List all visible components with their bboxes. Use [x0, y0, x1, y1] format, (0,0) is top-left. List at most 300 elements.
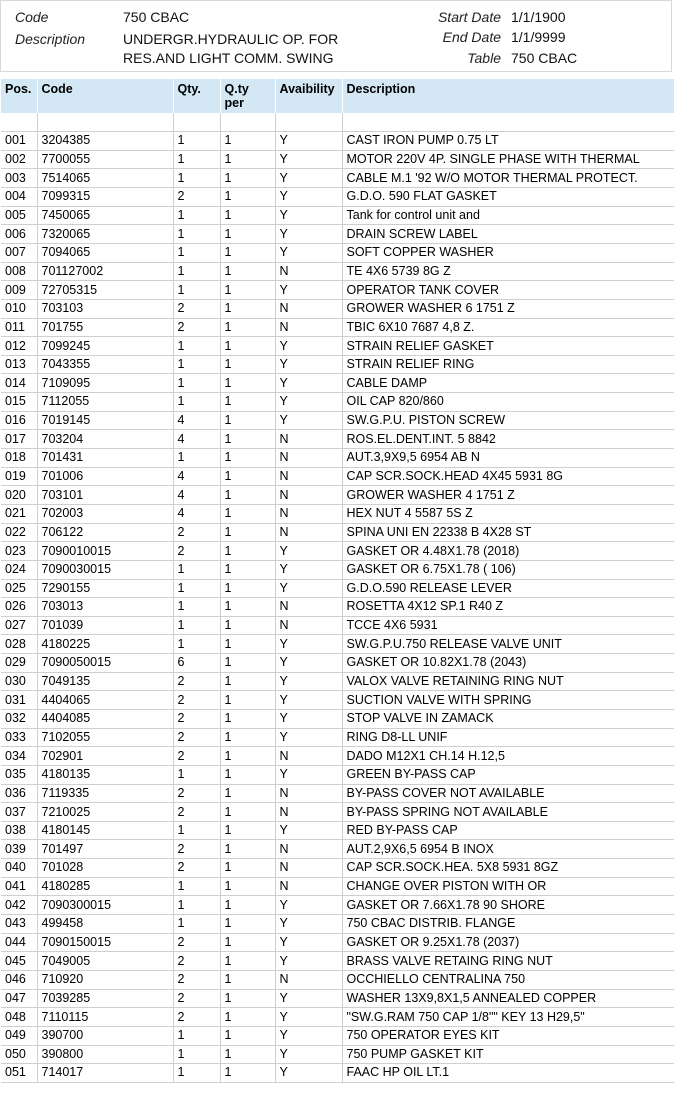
cell-availability: Y: [275, 542, 342, 561]
cell-qty: 2: [173, 747, 220, 766]
end-date-label: End Date: [442, 29, 501, 45]
cell-code: 7090150015: [37, 933, 173, 952]
cell-availability: N: [275, 299, 342, 318]
table-row: [1, 542, 674, 561]
table-row: [1, 1008, 674, 1027]
cell-code: 703103: [37, 299, 173, 318]
cell-description: CABLE M.1 '92 W/O MOTOR THERMAL PROTECT.: [342, 169, 674, 188]
cell-pos: 028: [1, 635, 37, 654]
cell-code: 7290155: [37, 579, 173, 598]
cell-availability: N: [275, 486, 342, 505]
cell-description: TE 4X6 5739 8G Z: [342, 262, 674, 281]
cell-qty-per: 1: [220, 1026, 275, 1045]
cell-pos: 005: [1, 206, 37, 225]
cell-availability: N: [275, 970, 342, 989]
table-row: [1, 1026, 674, 1045]
cell-availability: Y: [275, 355, 342, 374]
cell-pos: 043: [1, 915, 37, 934]
cell-availability: Y: [275, 225, 342, 244]
cell-pos: 024: [1, 560, 37, 579]
cell-qty: 2: [173, 784, 220, 803]
cell-availability: Y: [275, 560, 342, 579]
cell-pos: 002: [1, 150, 37, 169]
cell-qty-per: 1: [220, 262, 275, 281]
cell-qty: 2: [173, 318, 220, 337]
table-row: [1, 877, 674, 896]
cell-availability: Y: [275, 132, 342, 151]
table-row: [1, 206, 674, 225]
cell-description: GASKET OR 9.25X1.78 (2037): [342, 933, 674, 952]
cell-qty: 2: [173, 672, 220, 691]
cell-qty-per: 1: [220, 542, 275, 561]
cell-description: DADO M12X1 CH.14 H.12,5: [342, 747, 674, 766]
column-header-pos: Pos.: [1, 79, 37, 113]
table-row: [1, 188, 674, 207]
cell-description: TCCE 4X6 5931: [342, 616, 674, 635]
table-row: [1, 933, 674, 952]
cell-qty-per: 1: [220, 728, 275, 747]
cell-code: 499458: [37, 915, 173, 934]
cell-pos: 045: [1, 952, 37, 971]
cell-qty-per: 1: [220, 243, 275, 262]
cell-description: GASKET OR 6.75X1.78 ( 106): [342, 560, 674, 579]
cell-pos: 042: [1, 896, 37, 915]
cell-pos: 031: [1, 691, 37, 710]
cell-qty: 2: [173, 710, 220, 729]
cell-availability: Y: [275, 896, 342, 915]
cell-code: 7090030015: [37, 560, 173, 579]
cell-pos: 038: [1, 821, 37, 840]
end-date-value: 1/1/9999: [511, 29, 566, 45]
cell-qty-per: 1: [220, 672, 275, 691]
table-header-row: [1, 79, 674, 113]
cell-code: 703204: [37, 430, 173, 449]
cell-code: 7210025: [37, 803, 173, 822]
cell-pos: 027: [1, 616, 37, 635]
cell-description: OIL CAP 820/860: [342, 393, 674, 412]
table-row: [1, 150, 674, 169]
cell-pos: 010: [1, 299, 37, 318]
cell-qty: 4: [173, 430, 220, 449]
cell-availability: Y: [275, 579, 342, 598]
cell-availability: N: [275, 318, 342, 337]
cell-pos: 034: [1, 747, 37, 766]
cell-qty-per: 1: [220, 355, 275, 374]
cell-description: SW.G.P.U.750 RELEASE VALVE UNIT: [342, 635, 674, 654]
table-row: [1, 747, 674, 766]
cell-qty: 2: [173, 523, 220, 542]
cell-qty-per: 1: [220, 169, 275, 188]
cell-qty-per: 1: [220, 1045, 275, 1064]
cell-qty: 1: [173, 616, 220, 635]
cell-code: 7043355: [37, 355, 173, 374]
cell-qty-per: 1: [220, 225, 275, 244]
cell-pos: 017: [1, 430, 37, 449]
cell-qty: 2: [173, 859, 220, 878]
cell-availability: Y: [275, 206, 342, 225]
cell-pos: 030: [1, 672, 37, 691]
cell-qty: 2: [173, 989, 220, 1008]
cell-description: STRAIN RELIEF RING: [342, 355, 674, 374]
table-row: [1, 1064, 674, 1083]
cell-qty: 1: [173, 393, 220, 412]
cell-qty: 1: [173, 132, 220, 151]
cell-qty-per: 1: [220, 299, 275, 318]
cell-qty: 1: [173, 281, 220, 300]
cell-description: ROS.EL.DENT.INT. 5 8842: [342, 430, 674, 449]
cell-pos: 003: [1, 169, 37, 188]
cell-code: 390700: [37, 1026, 173, 1045]
cell-qty: 1: [173, 877, 220, 896]
cell-pos: 020: [1, 486, 37, 505]
cell-description: SUCTION VALVE WITH SPRING: [342, 691, 674, 710]
cell-availability: Y: [275, 337, 342, 356]
table-row: [1, 281, 674, 300]
cell-code: 4180285: [37, 877, 173, 896]
cell-qty-per: 1: [220, 859, 275, 878]
cell-code: 701006: [37, 467, 173, 486]
cell-qty-per: 1: [220, 821, 275, 840]
cell-pos: 036: [1, 784, 37, 803]
table-row: [1, 654, 674, 673]
cell-qty: 1: [173, 1064, 220, 1083]
table-row: [1, 859, 674, 878]
column-header-qty: Qty.: [173, 79, 220, 113]
cell-description: SPINA UNI EN 22338 B 4X28 ST: [342, 523, 674, 542]
cell-qty: 4: [173, 486, 220, 505]
cell-pos: 032: [1, 710, 37, 729]
cell-qty-per: 1: [220, 765, 275, 784]
cell-code: 701127002: [37, 262, 173, 281]
cell-qty-per: 1: [220, 747, 275, 766]
cell-availability: N: [275, 859, 342, 878]
table-row: [1, 616, 674, 635]
description-line-2: RES.AND LIGHT COMM. SWING: [123, 50, 334, 66]
cell-description: RING D8-LL UNIF: [342, 728, 674, 747]
cell-qty: 1: [173, 355, 220, 374]
cell-qty: 1: [173, 206, 220, 225]
cell-qty: 1: [173, 598, 220, 617]
cell-code: 4404065: [37, 691, 173, 710]
table-row: [1, 840, 674, 859]
cell-availability: Y: [275, 243, 342, 262]
cell-availability: Y: [275, 1026, 342, 1045]
cell-pos: 001: [1, 132, 37, 151]
cell-pos: 035: [1, 765, 37, 784]
cell-qty: 2: [173, 840, 220, 859]
cell-qty: 1: [173, 915, 220, 934]
table-row: [1, 672, 674, 691]
cell-code: 7099315: [37, 188, 173, 207]
cell-pos: 047: [1, 989, 37, 1008]
cell-pos: 015: [1, 393, 37, 412]
cell-qty-per: 1: [220, 654, 275, 673]
cell-description: BY-PASS SPRING NOT AVAILABLE: [342, 803, 674, 822]
cell-code: 7039285: [37, 989, 173, 1008]
cell-code: 4180145: [37, 821, 173, 840]
cell-availability: Y: [275, 150, 342, 169]
cell-qty: 1: [173, 821, 220, 840]
cell-pos: 009: [1, 281, 37, 300]
table-value: 750 CBAC: [511, 50, 578, 66]
cell-description: VALOX VALVE RETAINING RING NUT: [342, 672, 674, 691]
cell-availability: Y: [275, 1045, 342, 1064]
table-row: [1, 374, 674, 393]
cell-qty: 2: [173, 299, 220, 318]
cell-qty-per: 1: [220, 635, 275, 654]
table-row: [1, 598, 674, 617]
cell-description: RED BY-PASS CAP: [342, 821, 674, 840]
cell-description: AUT.2,9X6,5 6954 B INOX: [342, 840, 674, 859]
cell-qty: 2: [173, 542, 220, 561]
cell-code: 7094065: [37, 243, 173, 262]
cell-description: STOP VALVE IN ZAMACK: [342, 710, 674, 729]
cell-pos: 049: [1, 1026, 37, 1045]
cell-qty: 1: [173, 337, 220, 356]
cell-qty-per: 1: [220, 896, 275, 915]
cell-qty-per: 1: [220, 1008, 275, 1027]
table-row: [1, 710, 674, 729]
cell-pos: 033: [1, 728, 37, 747]
cell-pos: 007: [1, 243, 37, 262]
cell-code: 703101: [37, 486, 173, 505]
cell-qty-per: 1: [220, 188, 275, 207]
cell-description: BY-PASS COVER NOT AVAILABLE: [342, 784, 674, 803]
cell-code: 4180225: [37, 635, 173, 654]
cell-description: SOFT COPPER WASHER: [342, 243, 674, 262]
table-row: [1, 132, 674, 151]
cell-description: 750 CBAC DISTRIB. FLANGE: [342, 915, 674, 934]
cell-qty: 1: [173, 150, 220, 169]
cell-qty: 2: [173, 188, 220, 207]
parts-table: [1, 79, 674, 1083]
cell-availability: Y: [275, 710, 342, 729]
cell-qty: 2: [173, 970, 220, 989]
cell-qty: 1: [173, 449, 220, 468]
cell-description: Tank for control unit and: [342, 206, 674, 225]
cell-description: WASHER 13X9,8X1,5 ANNEALED COPPER: [342, 989, 674, 1008]
cell-qty: 2: [173, 691, 220, 710]
cell-code: 7099245: [37, 337, 173, 356]
table-row: [1, 896, 674, 915]
qty-per-line-2: per: [224, 96, 244, 110]
cell-qty-per: 1: [220, 318, 275, 337]
cell-availability: Y: [275, 691, 342, 710]
table-row: [1, 169, 674, 188]
cell-description: GREEN BY-PASS CAP: [342, 765, 674, 784]
cell-qty-per: 1: [220, 374, 275, 393]
cell-availability: N: [275, 747, 342, 766]
table-row: [1, 560, 674, 579]
cell-pos: 048: [1, 1008, 37, 1027]
cell-availability: Y: [275, 188, 342, 207]
cell-qty-per: 1: [220, 691, 275, 710]
cell-code: 7514065: [37, 169, 173, 188]
cell-qty-per: 1: [220, 970, 275, 989]
table-row: [1, 691, 674, 710]
cell-availability: Y: [275, 374, 342, 393]
cell-pos: 016: [1, 411, 37, 430]
cell-availability: N: [275, 467, 342, 486]
cell-description: G.D.O.590 RELEASE LEVER: [342, 579, 674, 598]
cell-code: 701755: [37, 318, 173, 337]
column-header-code: Code: [37, 79, 173, 113]
table-row: [1, 1045, 674, 1064]
cell-qty-per: 1: [220, 877, 275, 896]
cell-availability: Y: [275, 821, 342, 840]
cell-availability: Y: [275, 1064, 342, 1083]
cell-qty-per: 1: [220, 989, 275, 1008]
cell-availability: Y: [275, 915, 342, 934]
code-value: 750 CBAC: [123, 9, 190, 25]
cell-pos: 046: [1, 970, 37, 989]
cell-code: 390800: [37, 1045, 173, 1064]
cell-pos: 040: [1, 859, 37, 878]
cell-description: GASKET OR 4.48X1.78 (2018): [342, 542, 674, 561]
table-row: [1, 318, 674, 337]
cell-description: CAP SCR.SOCK.HEAD 4X45 5931 8G: [342, 467, 674, 486]
cell-pos: 037: [1, 803, 37, 822]
cell-description: GROWER WASHER 4 1751 Z: [342, 486, 674, 505]
cell-qty-per: 1: [220, 467, 275, 486]
cell-description: OCCHIELLO CENTRALINA 750: [342, 970, 674, 989]
cell-qty-per: 1: [220, 560, 275, 579]
cell-availability: Y: [275, 765, 342, 784]
cell-description: AUT.3,9X9,5 6954 AB N: [342, 449, 674, 468]
cell-description: CAP SCR.SOCK.HEA. 5X8 5931 8GZ: [342, 859, 674, 878]
cell-qty-per: 1: [220, 915, 275, 934]
table-row: [1, 262, 674, 281]
cell-description: 750 PUMP GASKET KIT: [342, 1045, 674, 1064]
cell-code: 7090300015: [37, 896, 173, 915]
table-row: [1, 821, 674, 840]
cell-availability: Y: [275, 635, 342, 654]
cell-code: 702901: [37, 747, 173, 766]
cell-qty-per: 1: [220, 1064, 275, 1083]
cell-qty: 1: [173, 374, 220, 393]
cell-qty: 2: [173, 933, 220, 952]
cell-description: TBIC 6X10 7687 4,8 Z.: [342, 318, 674, 337]
cell-availability: N: [275, 616, 342, 635]
cell-pos: 019: [1, 467, 37, 486]
column-header-description: Description: [342, 79, 674, 113]
table-row: [1, 504, 674, 523]
table-row: [1, 765, 674, 784]
cell-description: CABLE DAMP: [342, 374, 674, 393]
cell-code: 702003: [37, 504, 173, 523]
cell-availability: N: [275, 784, 342, 803]
table-row: [1, 243, 674, 262]
cell-description: BRASS VALVE RETAING RING NUT: [342, 952, 674, 971]
cell-qty-per: 1: [220, 132, 275, 151]
cell-code: 701497: [37, 840, 173, 859]
cell-description: G.D.O. 590 FLAT GASKET: [342, 188, 674, 207]
cell-qty-per: 1: [220, 449, 275, 468]
table-label: Table: [467, 50, 501, 66]
cell-qty-per: 1: [220, 393, 275, 412]
cell-code: 4404085: [37, 710, 173, 729]
cell-qty-per: 1: [220, 281, 275, 300]
table-row: [1, 299, 674, 318]
cell-pos: 029: [1, 654, 37, 673]
table-row: [1, 579, 674, 598]
cell-pos: 018: [1, 449, 37, 468]
cell-description: 750 OPERATOR EYES KIT: [342, 1026, 674, 1045]
cell-qty: 1: [173, 1045, 220, 1064]
cell-code: 7090050015: [37, 654, 173, 673]
cell-pos: 026: [1, 598, 37, 617]
cell-pos: 050: [1, 1045, 37, 1064]
start-date-label: Start Date: [437, 9, 501, 25]
cell-code: 701431: [37, 449, 173, 468]
cell-description: OPERATOR TANK COVER: [342, 281, 674, 300]
cell-qty-per: 1: [220, 710, 275, 729]
cell-pos: 012: [1, 337, 37, 356]
cell-qty: 1: [173, 765, 220, 784]
table-row: [1, 411, 674, 430]
cell-code: 7112055: [37, 393, 173, 412]
cell-availability: N: [275, 803, 342, 822]
table-row: [1, 728, 674, 747]
cell-qty: 4: [173, 411, 220, 430]
table-row: [1, 915, 674, 934]
cell-availability: Y: [275, 989, 342, 1008]
cell-qty-per: 1: [220, 933, 275, 952]
cell-qty: 4: [173, 504, 220, 523]
cell-availability: Y: [275, 411, 342, 430]
table-row: [1, 803, 674, 822]
cell-availability: N: [275, 430, 342, 449]
cell-availability: Y: [275, 672, 342, 691]
cell-code: 7450065: [37, 206, 173, 225]
table-row: [1, 989, 674, 1008]
cell-qty-per: 1: [220, 784, 275, 803]
table-row: [1, 449, 674, 468]
cell-availability: N: [275, 449, 342, 468]
cell-description: ROSETTA 4X12 SP.1 R40 Z: [342, 598, 674, 617]
cell-qty: 2: [173, 803, 220, 822]
table-row: [1, 970, 674, 989]
cell-availability: N: [275, 262, 342, 281]
cell-code: 7049005: [37, 952, 173, 971]
cell-description: GASKET OR 7.66X1.78 90 SHORE: [342, 896, 674, 915]
cell-pos: 011: [1, 318, 37, 337]
cell-availability: N: [275, 877, 342, 896]
cell-code: 7700055: [37, 150, 173, 169]
cell-availability: Y: [275, 281, 342, 300]
cell-availability: Y: [275, 654, 342, 673]
document-header: [0, 0, 672, 72]
table-row: [1, 523, 674, 542]
cell-description: CHANGE OVER PISTON WITH OR: [342, 877, 674, 896]
cell-qty-per: 1: [220, 523, 275, 542]
start-date-value: 1/1/1900: [511, 9, 566, 25]
cell-pos: 008: [1, 262, 37, 281]
cell-code: 701028: [37, 859, 173, 878]
cell-qty: 1: [173, 169, 220, 188]
cell-qty-per: 1: [220, 206, 275, 225]
cell-code: 4180135: [37, 765, 173, 784]
cell-qty: 2: [173, 952, 220, 971]
cell-description: GROWER WASHER 6 1751 Z: [342, 299, 674, 318]
cell-qty-per: 1: [220, 616, 275, 635]
header-spacer-row: [1, 113, 674, 132]
cell-code: 7109095: [37, 374, 173, 393]
cell-qty: 1: [173, 262, 220, 281]
cell-availability: N: [275, 840, 342, 859]
table-row: [1, 355, 674, 374]
cell-code: 7119335: [37, 784, 173, 803]
